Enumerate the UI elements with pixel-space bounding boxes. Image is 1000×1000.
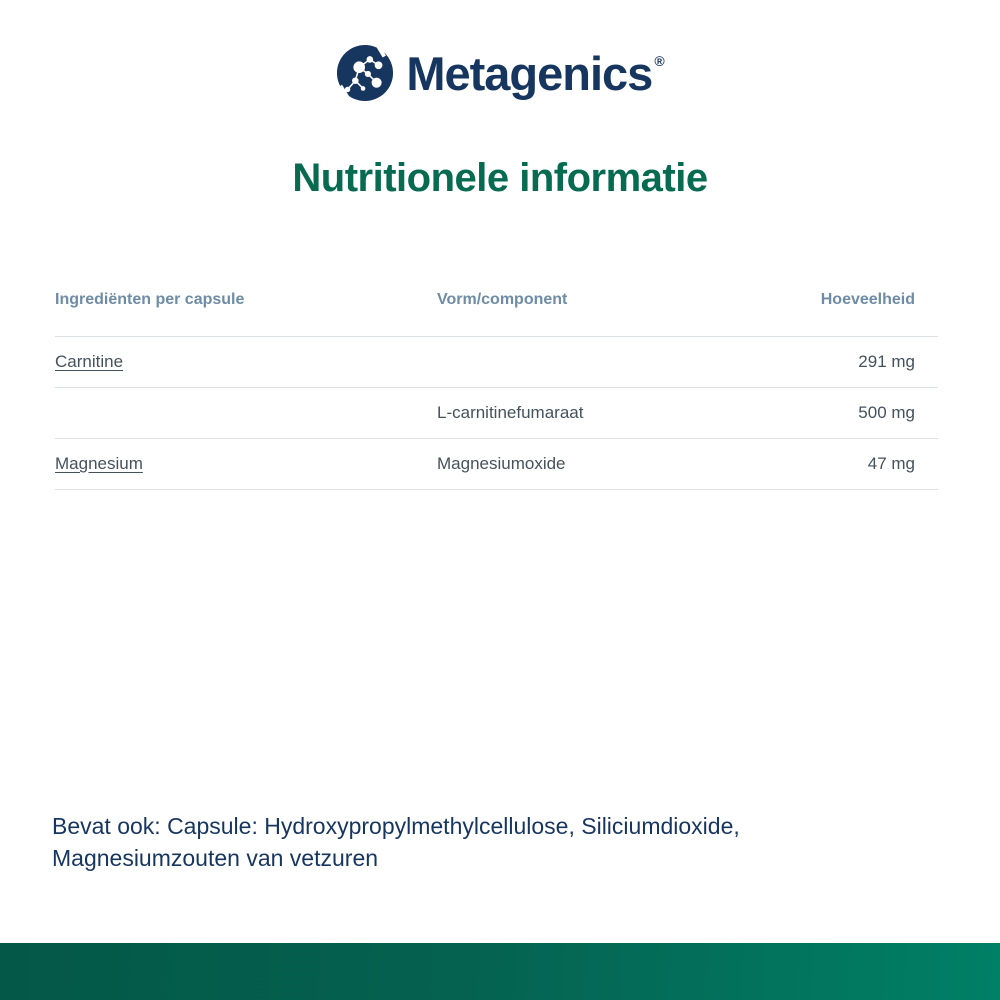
table-row [55,439,938,490]
header-ingredients: Ingrediënten per capsule [55,291,245,308]
ingredient-name: Magnesium [55,454,143,473]
amount-value: 47 mg [867,454,915,473]
table-row [55,388,938,439]
contains-also-note: Bevat ook: Capsule: Hydroxypropylmethylcellulose, Siliciumdioxide, Magnesiumzouten van vetzuren [52,813,740,871]
brand-name-text: Metagenics [406,46,653,100]
component-name: Magnesiumoxide [437,454,566,473]
trademark-symbol: ® [654,52,664,69]
table-header-row [55,291,938,337]
bottom-gradient-band [0,943,1000,1000]
header-component: Vorm/component [437,291,568,308]
brand-logo [0,44,1000,102]
amount-value: 291 mg [858,352,915,371]
molecule-circle-icon [336,44,394,102]
page-title: Nutritionele informatie [292,156,708,200]
component-name: L-carnitinefumaraat [437,403,584,422]
header-amount: Hoeveelheid [820,291,915,308]
nutrition-table [55,291,938,490]
brand-name [406,46,664,100]
amount-value: 500 mg [858,403,915,422]
ingredient-name: Carnitine [55,352,124,371]
table-row [55,337,938,388]
